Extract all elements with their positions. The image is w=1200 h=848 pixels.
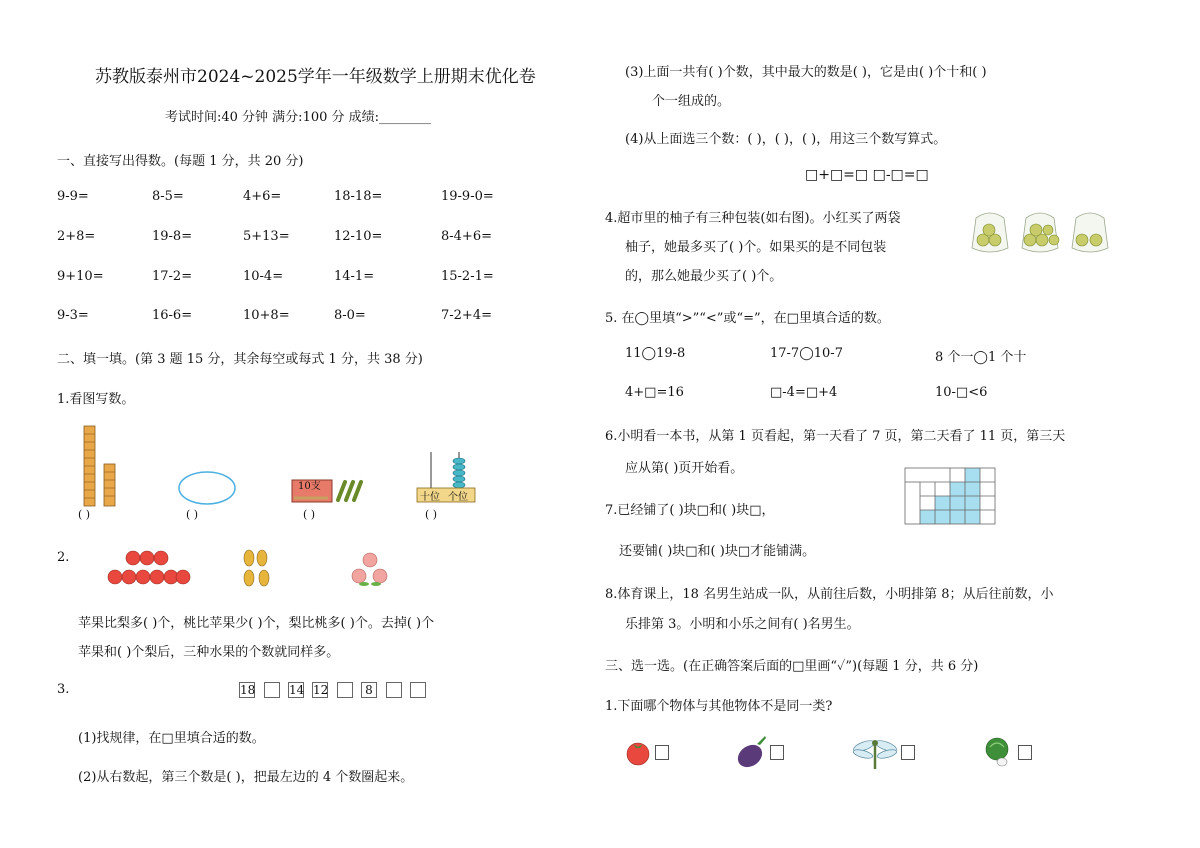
compare-item: 8 个一◯1 个十: [935, 350, 1027, 365]
compare-item: 17-7◯10-7: [770, 346, 843, 361]
q6-line2: 应从第( )页开始看。: [625, 461, 744, 476]
q3-sub4: (4)从上面选三个数：( )，( )，( )，用这三个数写算式。: [625, 132, 947, 147]
section3-heading: 三、选一选。(在正确答案后面的□里画“✓”)(每题 1 分，共 6 分): [605, 659, 979, 674]
sequence-box: 8: [361, 682, 377, 698]
exam-info: 考试时间:40 分钟 满分:100 分 成绩:________: [165, 110, 432, 125]
counting-rods-figure: [80, 424, 120, 509]
pomelo-bags-figure: [970, 206, 1120, 254]
calc-item: 2+8=: [57, 229, 96, 244]
peaches-figure: [350, 552, 390, 586]
calc-item: 10-4=: [243, 269, 284, 284]
sequence-box: 14: [289, 683, 305, 697]
q7-line1: 7.已经铺了( )块□和( )块□，: [605, 503, 775, 518]
calc-item: 5+13=: [243, 229, 290, 244]
q3-sub2: (2)从右数起，第三个数是( )，把最左边的 4 个数圈起来。: [78, 770, 414, 785]
section2-heading: 二、填一填。(第 3 题 15 分，其余每空或每式 1 分，共 38 分): [57, 352, 423, 367]
answer-checkbox[interactable]: [655, 745, 669, 760]
answer-blank[interactable]: ( ): [186, 508, 199, 521]
eggplant-icon: [735, 734, 769, 770]
calc-item: 9-9=: [57, 189, 89, 204]
sequence-blank[interactable]: [337, 682, 353, 698]
answer-checkbox[interactable]: [770, 745, 784, 760]
calc-item: 18-18=: [334, 189, 383, 204]
answer-blank[interactable]: ( ): [425, 508, 438, 521]
calc-item: 9+10=: [57, 269, 104, 284]
q2-line2: 苹果和( )个梨后，三种水果的个数就同样多。: [78, 645, 340, 660]
q5-heading: 5. 在◯里填“>”“<”或“=”，在□里填合适的数。: [605, 311, 890, 326]
sequence-box: 18: [240, 683, 256, 697]
tomato-icon: [625, 740, 653, 766]
calc-item: 19-8=: [152, 229, 193, 244]
answer-blank[interactable]: ( ): [78, 508, 91, 521]
section1-heading: 一、直接写出得数。(每题 1 分，共 20 分): [57, 154, 304, 169]
q4-line1: 4.超市里的柚子有三种包装(如右图)。小红买了两袋: [605, 211, 901, 226]
formula-template: □+□=□ □-□=□: [805, 167, 929, 183]
apples-figure: [106, 548, 191, 588]
answer-checkbox[interactable]: [1018, 745, 1032, 760]
calc-item: 4+6=: [243, 189, 282, 204]
q4-line3: 的，那么她最少买了( )个。: [625, 269, 783, 284]
cabbage-icon: [982, 735, 1016, 769]
sequence-blank[interactable]: [410, 682, 426, 698]
dragonfly-icon: [852, 736, 898, 770]
tile-grid-figure: [905, 468, 997, 528]
sequence-box: 12: [313, 683, 329, 697]
compare-item: □-4=□+4: [770, 385, 838, 400]
calc-item: 14-1=: [334, 269, 375, 284]
calc-item: 9-3=: [57, 308, 89, 323]
calc-item: 15-2-1=: [441, 269, 494, 284]
abacus-ones-label: 个位: [448, 492, 468, 503]
s3-q1: 1.下面哪个物体与其他物体不是同一类?: [605, 699, 833, 714]
page-title: 苏教版泰州市2024~2025学年一年级数学上册期末优化卷: [95, 67, 536, 87]
calc-item: 17-2=: [152, 269, 193, 284]
q8-line2: 乐排第 3。小明和小乐之间有( )名男生。: [625, 617, 860, 632]
empty-ellipse-figure: [178, 471, 238, 507]
answer-blank[interactable]: ( ): [303, 508, 316, 521]
calc-item: 8-5=: [152, 189, 184, 204]
calc-item: 10+8=: [243, 308, 290, 323]
q7-line2: 还要铺( )块□和( )块□才能铺满。: [619, 544, 816, 559]
q3-label: 3.: [57, 682, 70, 697]
compare-item: 11◯19-8: [625, 346, 686, 361]
calc-item: 7-2+4=: [441, 308, 492, 323]
compare-item: 4+□=16: [625, 385, 684, 400]
q3-sub3-line1: (3)上面一共有( )个数，其中最大的数是( )，它是由( )个十和( ): [625, 65, 987, 80]
q1-label: 1.看图写数。: [57, 392, 135, 407]
calc-item: 8-0=: [334, 308, 366, 323]
calc-item: 12-10=: [334, 229, 383, 244]
calc-item: 19-9-0=: [441, 189, 494, 204]
sequence-blank[interactable]: [386, 682, 402, 698]
answer-checkbox[interactable]: [901, 745, 915, 760]
q2-line1: 苹果比梨多( )个，桃比苹果少( )个，梨比桃多( )个。去掉( )个: [78, 616, 435, 631]
abacus-tens-label: 十位: [420, 492, 440, 503]
q4-line2: 柚子，她最多买了( )个。如果买的是不同包装: [625, 240, 887, 255]
q3-sub3-line2: 个一组成的。: [652, 94, 731, 109]
q8-line1: 8.体育课上，18 名男生站成一队，从前往后数，小明排第 8；从后往前数，小: [605, 587, 1054, 602]
calc-item: 8-4+6=: [441, 229, 492, 244]
sequence-blank[interactable]: [264, 682, 280, 698]
bundle-label: 10支: [298, 481, 321, 492]
compare-item: 10-□<6: [935, 385, 988, 400]
pears-figure: [240, 546, 275, 588]
q6-line1: 6.小明看一本书，从第 1 页看起，第一天看了 7 页，第二天看了 11 页，第三天: [605, 429, 1066, 444]
q2-label: 2.: [57, 550, 70, 565]
calc-item: 16-6=: [152, 308, 193, 323]
q3-sub1: (1)找规律，在□里填合适的数。: [78, 731, 265, 746]
